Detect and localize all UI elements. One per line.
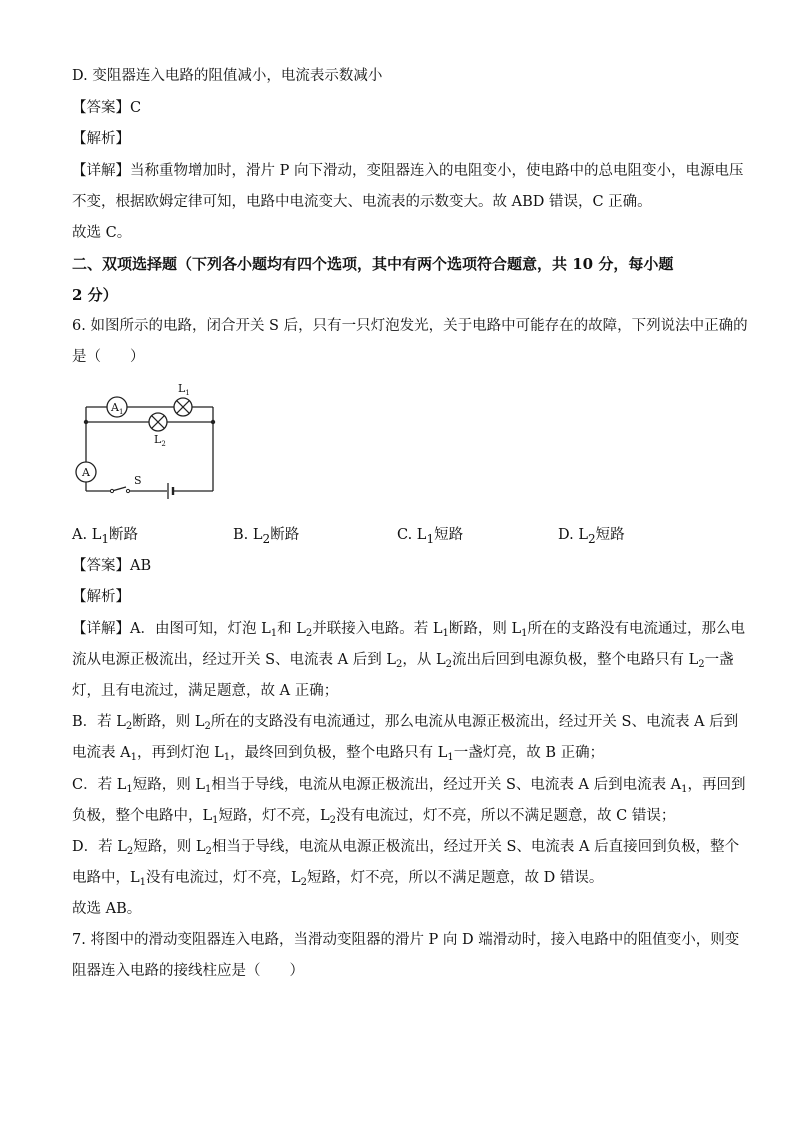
q6-stem-line-1: 6. 如图所示的电路，闭合开关 S 后，只有一只灯泡发光，关于电路中可能存在的故障，下列说法中正确的	[72, 318, 748, 334]
q7-stem-line-2: 阻器连入电路的接线柱应是（ ）	[72, 963, 304, 979]
detail-tag: 【详解】	[72, 163, 130, 179]
q6-detail-line-1: 【详解】A．由图可知，灯泡 $L_1$和 $L_2$并联接入电路。若 $L_1$断路，则 $L_1$所在的支路没有电流通过，那么电	[72, 621, 745, 639]
switch-blade	[112, 487, 126, 491]
q6-answer	[72, 556, 151, 576]
lamp-l2-label: $L_2$	[154, 433, 166, 448]
q5-option-d: D. 变阻器连入电路的阻值减小，电流表示数减小	[72, 68, 383, 84]
ammeter-a1-label: $A_1$	[111, 401, 124, 416]
q6-option-c: C. $L_1$短路	[397, 527, 464, 546]
circuit-diagram	[74, 380, 224, 500]
q6-detail-line-3: 灯，且有电流过，满足题意，故 A 正确；	[72, 683, 339, 699]
q5-analysis-tag: 【解析】	[72, 131, 130, 147]
q5-detail-line-2: 不变，根据欧姆定律可知，电路中电流变大、电流表的示数变大。故 ABD 错误，C 正确。	[72, 194, 652, 210]
switch-contact-left	[110, 489, 113, 492]
section-heading-line-2: 2 分）	[72, 286, 118, 304]
q6-option-b: B. $L_2$断路	[233, 527, 300, 546]
q6-conclusion: 故选 AB。	[72, 901, 142, 917]
answer-value: C	[130, 100, 142, 116]
q6-detail-line-8: D．若 $L_2$短路，则 $L_2$相当于导线，电流从电源正极流出，经过开关 S、电流表 A 后直接回到负极，整个	[72, 839, 740, 857]
switch-label: S	[134, 474, 142, 487]
detail-text: 当称重物增加时，滑片 P 向下滑动，变阻器连入的电阻变小，使电路中的总电阻变小，电源电压	[130, 163, 744, 179]
answer-tag: 【答案】	[72, 100, 130, 116]
answer-value: AB	[130, 558, 152, 574]
q5-conclusion: 故选 C。	[72, 225, 132, 241]
q6-detail-line-6: C．若 $L_1$短路，则 $L_1$相当于导线，电流从电源正极流出，经过开关 S、电流表 A 后到电流表 $A_1$，再回到	[72, 777, 746, 795]
q6-analysis-tag: 【解析】	[72, 589, 130, 605]
q5-detail-line-1	[72, 161, 743, 181]
switch-contact-right	[126, 489, 129, 492]
q6-detail-line-4: B．若 $L_2$断路，则 $L_2$所在的支路没有电流通过，那么电流从电源正极流出，经过开关 S、电流表 A 后到	[72, 714, 739, 732]
lamp-l1-label: $L_1$	[178, 382, 190, 397]
q5-answer	[72, 98, 141, 118]
section-heading-line-1: 二、双项选择题（下列各小题均有四个选项，其中有两个选项符合题意，共 10 分，每小题	[72, 255, 674, 273]
q7-stem-line-1: 7. 将图中的滑动变阻器连入电路，当滑动变阻器的滑片 P 向 D 端滑动时，接入电路中的阻值变小，则变	[72, 932, 740, 948]
q6-detail-line-5: 电流表 $A_1$，再到灯泡 $L_1$，最终回到负极，整个电路只有 $L_1$一盏灯亮，故 B 正确；	[72, 745, 605, 763]
q6-option-d: D. $L_2$短路	[558, 527, 625, 546]
detail-tag: 【详解】	[72, 621, 130, 637]
ammeter-a-label: A	[82, 466, 90, 479]
q6-stem-line-2: 是（ ）	[72, 349, 145, 365]
q6-detail-line-7: 负极，整个电路中，$L_1$短路，灯不亮，$L_2$没有电流过，灯不亮，所以不满足题意，故 C 错误；	[72, 808, 676, 826]
junction-right	[211, 420, 215, 424]
q6-detail-line-9: 电路中，$L_1$没有电流过，灯不亮，$L_2$短路，灯不亮，所以不满足题意，故 D 错误。	[72, 870, 604, 888]
answer-tag: 【答案】	[72, 558, 130, 574]
q6-option-a: A. $L_1$断路	[72, 527, 139, 546]
junction-left	[84, 420, 88, 424]
q6-detail-line-2: 流从电源正极流出，经过开关 S、电流表 A 后到 $L_2$，从 $L_2$流出后回到电源负极，整个电路只有 $L_2$一盏	[72, 652, 734, 670]
